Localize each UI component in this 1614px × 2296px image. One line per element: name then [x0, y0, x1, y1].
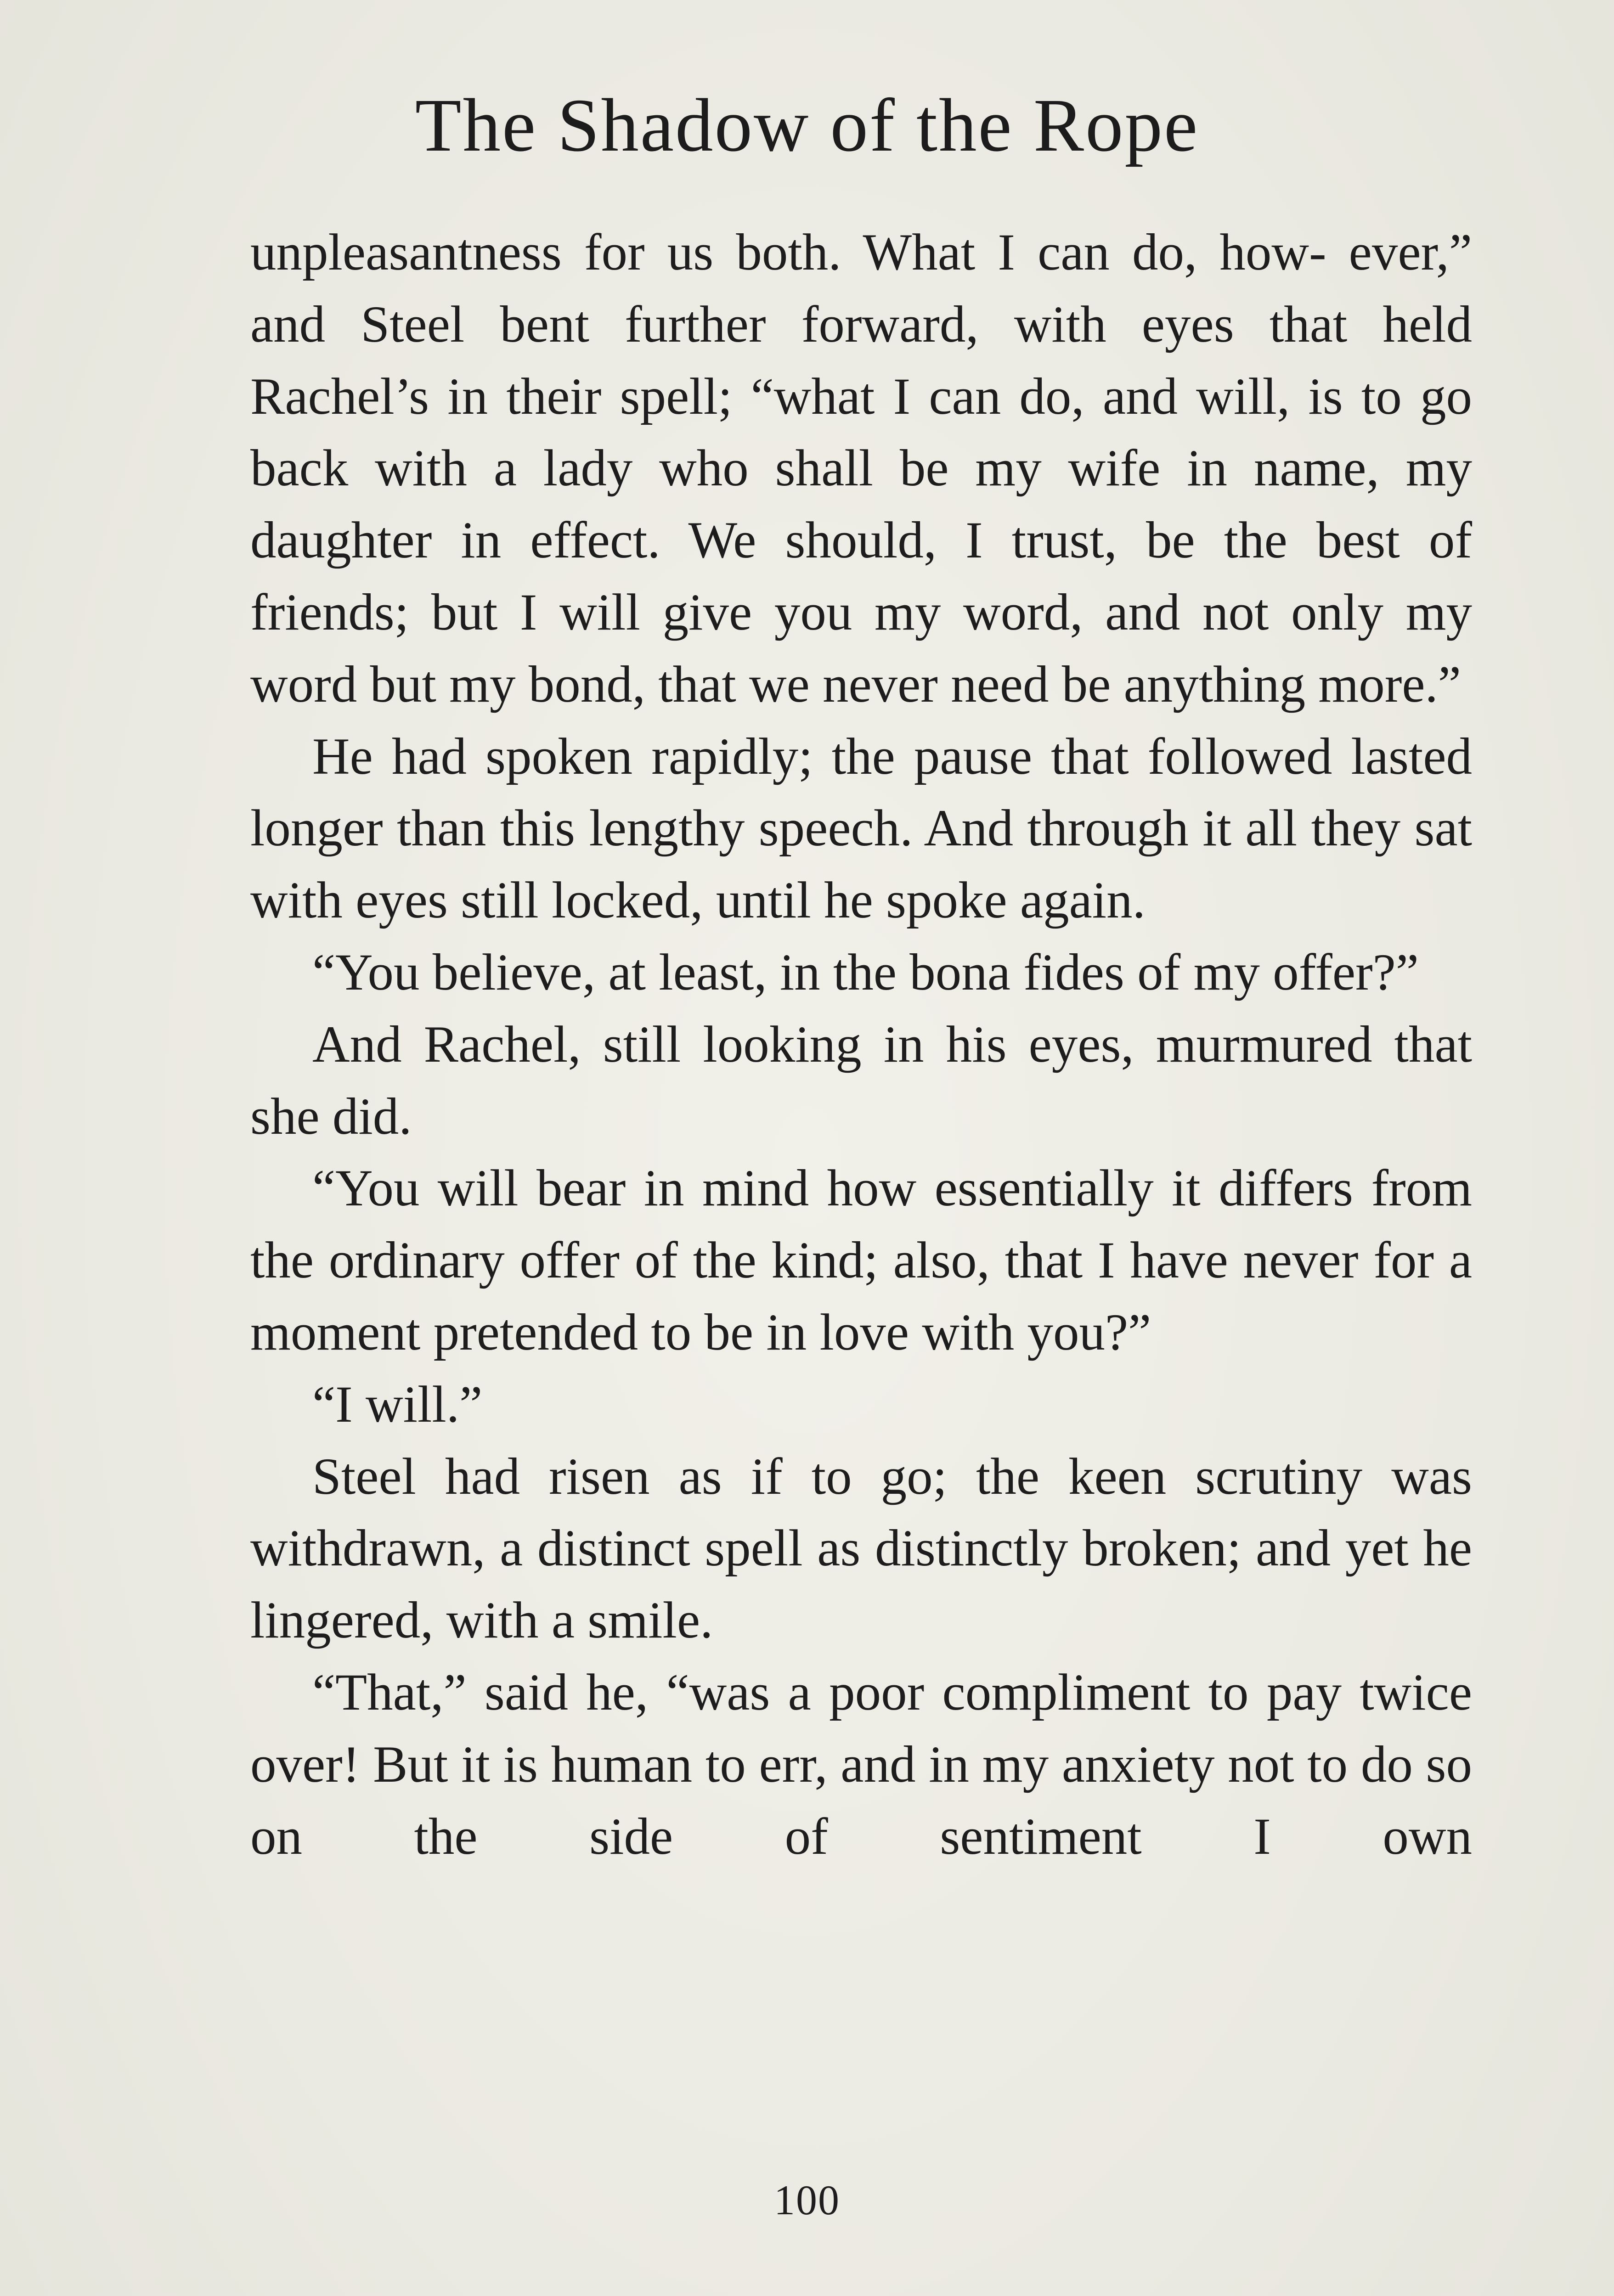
paragraph-8: “That,” said he, “was a poor compliment to pay twice over! But it is human to err, and in my anxiety not to do so on the side of sentiment I own [250, 1663, 1472, 1865]
paragraph-4: And Rachel, still looking in his eyes, murmured that she did. [250, 1015, 1472, 1145]
paragraph-7: Steel had risen as if to go; the keen scrutiny was withdrawn, a distinct spell as distinctly broken; and yet he lingered, with a smile. [250, 1447, 1472, 1649]
running-head: The Shadow of the Rope [415, 83, 1199, 167]
page-number: 100 [774, 2177, 840, 2223]
paragraph-6: “I will.” [312, 1375, 483, 1433]
paragraph-3: “You believe, at least, in the bona fides of my offer?” [312, 943, 1419, 1001]
paragraph-1: unpleasantness for us both. What I can do, how- ever,” and Steel bent further forward, with eyes that held Rachel’s in their spell; “what I can do, and will, is to go back with a lady who shall be my wife in name, my daughter in effect. We should, I trust, be the best of friends; but I will give you my word, and not only my word but my bond, that we never need be anything more.” [250, 224, 1472, 713]
paragraph-5: “You will bear in mind how essentially it differs from the ordinary offer of the kind; also, that I have never for a moment pretended to be in love with you?” [250, 1159, 1472, 1361]
body-text [250, 217, 1472, 1873]
paragraph-2: He had spoken rapidly; the pause that followed lasted longer than this lengthy speech. And through it all they sat with eyes still locked, until he spoke again. [250, 727, 1472, 929]
